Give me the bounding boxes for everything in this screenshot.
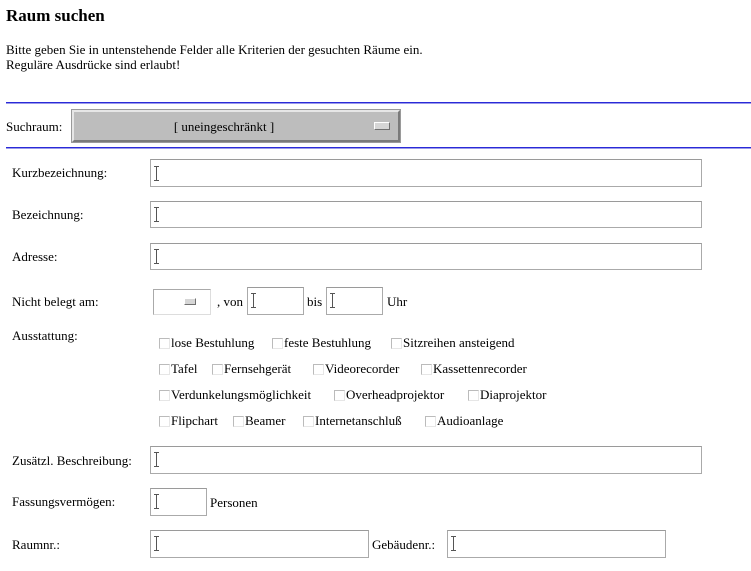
text-cursor-icon [154, 166, 159, 181]
adresse-input[interactable] [150, 243, 702, 270]
gebaeudenr-input[interactable] [447, 530, 666, 558]
videorecorder-checkbox[interactable] [313, 364, 324, 375]
fassungsvermoegen-input[interactable] [150, 488, 207, 516]
overheadprojektor-checkbox[interactable] [334, 390, 345, 401]
uhr-label: Uhr [387, 294, 408, 309]
internetanschluss-label: Internetanschluß [315, 413, 402, 428]
sitzreihen-checkbox[interactable] [391, 338, 402, 349]
kassettenrecorder-checkbox[interactable] [421, 364, 432, 375]
adresse-label: Adresse: [12, 249, 58, 264]
verdunkelung-label: Verdunkelungsmöglichkeit [171, 387, 312, 402]
nicht-belegt-label: Nicht belegt am: [12, 294, 99, 309]
overheadprojektor-label: Overheadprojektor [346, 387, 445, 402]
text-cursor-icon [154, 494, 159, 509]
intro-line-2: Reguläre Ausdrücke sind erlaubt! [6, 57, 181, 72]
feste-bestuhlung-checkbox[interactable] [272, 338, 283, 349]
raumnr-label: Raumnr.: [12, 537, 61, 552]
von-zeit-input[interactable] [247, 287, 304, 315]
fernsehgeraet-checkbox[interactable] [212, 364, 223, 375]
text-cursor-icon [154, 452, 159, 467]
diaprojektor-checkbox[interactable] [468, 390, 479, 401]
kurzbezeichnung-label: Kurzbezeichnung: [12, 165, 108, 180]
suchraum-select[interactable] [72, 110, 400, 142]
page-title: Raum suchen [6, 6, 105, 25]
gebaeudenr-label: Gebäudenr.: [372, 537, 436, 552]
sitzreihen-label: Sitzreihen ansteigend [403, 335, 515, 350]
dropdown-grip-icon [374, 122, 390, 130]
kurzbezeichnung-input[interactable] [150, 159, 702, 187]
kassettenrecorder-label: Kassettenrecorder [433, 361, 527, 376]
raumnr-input[interactable] [150, 530, 369, 558]
audioanlage-label: Audioanlage [437, 413, 504, 428]
bezeichnung-label: Bezeichnung: [12, 207, 84, 222]
personen-label: Personen [210, 495, 258, 510]
bezeichnung-input[interactable] [150, 201, 702, 228]
videorecorder-label: Videorecorder [325, 361, 400, 376]
bis-zeit-input[interactable] [326, 287, 383, 315]
text-cursor-icon [154, 249, 159, 264]
tafel-label: Tafel [171, 361, 198, 376]
audioanlage-checkbox[interactable] [425, 416, 436, 427]
text-cursor-icon [451, 536, 456, 551]
beschreibung-label: Zusätzl. Beschreibung: [12, 453, 132, 468]
feste-bestuhlung-label: feste Bestuhlung [284, 335, 372, 350]
beamer-checkbox[interactable] [233, 416, 244, 427]
flipchart-checkbox[interactable] [159, 416, 170, 427]
flipchart-label: Flipchart [171, 413, 218, 428]
suchraum-selected-value: [ uneingeschränkt ] [173, 119, 275, 134]
suchraum-label: Suchraum: [6, 119, 63, 134]
tafel-checkbox[interactable] [159, 364, 170, 375]
dropdown-grip-icon [184, 298, 196, 305]
internetanschluss-checkbox[interactable] [303, 416, 314, 427]
divider-top [6, 102, 751, 103]
text-cursor-icon [154, 536, 159, 551]
von-label: , von [217, 294, 243, 309]
beschreibung-input[interactable] [150, 446, 702, 474]
bis-label: bis [307, 294, 323, 309]
intro-text [6, 42, 423, 72]
lose-bestuhlung-checkbox[interactable] [159, 338, 170, 349]
ausstattung-label: Ausstattung: [12, 328, 78, 343]
diaprojektor-label: Diaprojektor [480, 387, 547, 402]
text-cursor-icon [330, 293, 335, 308]
text-cursor-icon [154, 207, 159, 222]
intro-line-1: Bitte geben Sie in untenstehende Felder alle Kriterien der gesuchten Räume ein. [6, 42, 423, 57]
divider-bottom [6, 147, 751, 148]
lose-bestuhlung-label: lose Bestuhlung [171, 335, 255, 350]
datum-select[interactable] [153, 289, 211, 315]
beamer-label: Beamer [245, 413, 286, 428]
text-cursor-icon [251, 293, 256, 308]
verdunkelung-checkbox[interactable] [159, 390, 170, 401]
fernsehgeraet-label: Fernsehgerät [224, 361, 292, 376]
fassungsvermoegen-label: Fassungsvermögen: [12, 494, 116, 509]
